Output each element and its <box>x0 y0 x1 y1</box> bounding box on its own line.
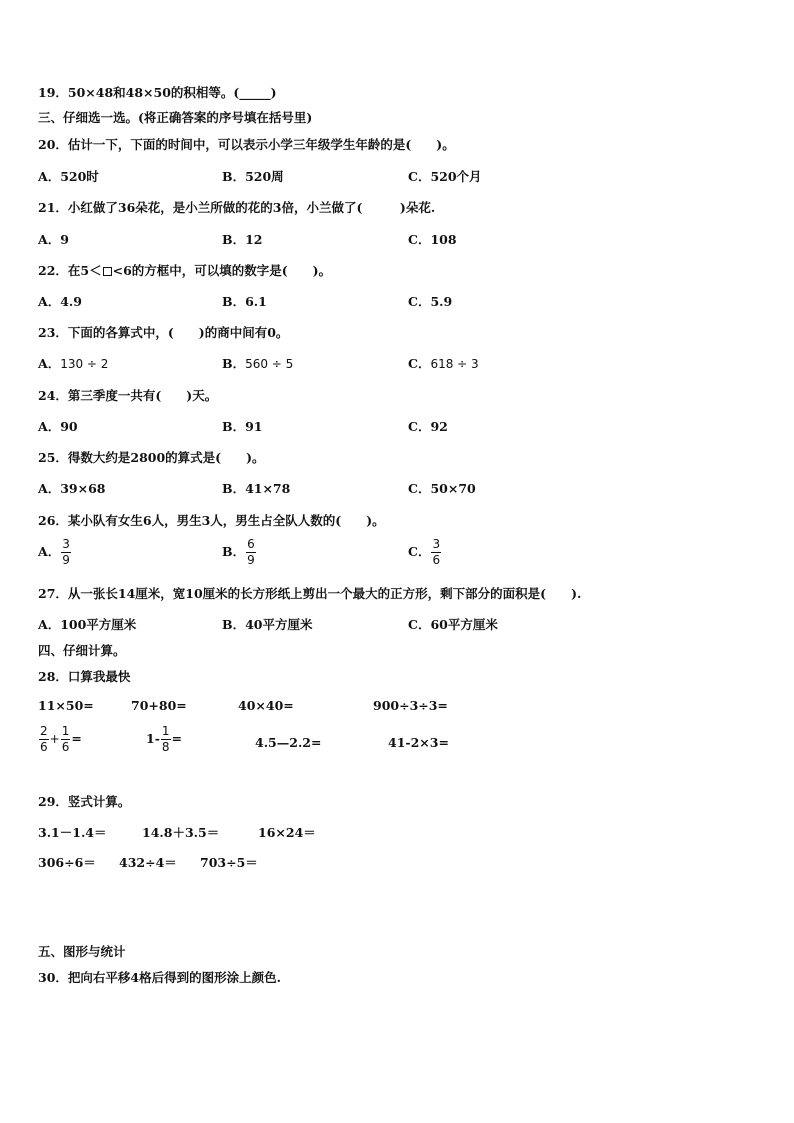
option-expression: 618 ÷ 3 <box>430 357 479 371</box>
question-21-stem: 21．小红做了36朵花，是小兰所做的花的3倍，小兰做了( )朵花. <box>38 200 436 215</box>
vertical-calc-4: 306÷6＝ <box>38 855 96 870</box>
option-label: B． <box>222 356 246 371</box>
option-label: C． <box>408 544 431 559</box>
question-23-option-b <box>222 354 293 372</box>
oral-calc-3: 40×40= <box>238 698 294 713</box>
section-4-heading: 四、仔细计算。 <box>38 643 126 658</box>
question-27-stem: 27．从一张长14厘米，宽10厘米的长方形纸上剪出一个最大的正方形，剩下部分的面积是( ). <box>38 586 582 601</box>
question-22-option-c: C．5.9 <box>408 294 453 309</box>
question-22-stem-pre: 22．在5＜ <box>38 263 102 278</box>
equals-sign: = <box>171 731 183 746</box>
question-22-stem <box>38 261 331 279</box>
question-24-option-b: B．91 <box>222 419 263 434</box>
question-21-option-c: C．108 <box>408 232 457 247</box>
question-26-stem: 26．某小队有女生6人，男生3人，男生占全队人数的( )。 <box>38 513 385 528</box>
question-25-stem: 25．得数大约是2800的算式是( )。 <box>38 450 265 465</box>
question-24-option-c: C．92 <box>408 419 448 434</box>
question-22-option-a: A．4.9 <box>38 294 82 309</box>
vertical-calc-5: 432÷4＝ <box>119 855 177 870</box>
question-21-option-b: B．12 <box>222 232 263 247</box>
equals-sign: = <box>71 731 82 746</box>
oral-calc-1: 11×50= <box>38 698 94 713</box>
question-22-stem-post: <6的方框中，可以填的数字是( )。 <box>112 263 332 278</box>
oral-calc-6 <box>146 724 182 755</box>
question-27-option-a: A．100平方厘米 <box>38 617 137 632</box>
question-20-option-b: B．520周 <box>222 169 284 184</box>
fraction: $\frac{3}{9}$ <box>62 537 70 567</box>
question-28-title: 28．口算我最快 <box>38 669 131 684</box>
option-label: A． <box>38 544 61 559</box>
fraction: $\frac{1}{8}$ <box>161 724 170 754</box>
question-27-option-c: C．60平方厘米 <box>408 617 498 632</box>
question-20-stem: 20．估计一下，下面的时间中，可以表示小学三年级学生年龄的是( )。 <box>38 137 455 152</box>
question-26-option-a <box>38 537 72 568</box>
option-expression: 560 ÷ 5 <box>245 357 294 371</box>
vertical-calc-1: 3.1－1.4＝ <box>38 825 107 840</box>
oral-calc-8: 41-2×3= <box>388 735 449 750</box>
question-21-option-a: A．9 <box>38 232 69 247</box>
question-25-option-a: A．39×68 <box>38 481 106 496</box>
option-label: A． <box>38 356 61 371</box>
fraction: $\frac{6}{9}$ <box>247 537 255 567</box>
vertical-calc-6: 703÷5＝ <box>200 855 258 870</box>
vertical-calc-2: 14.8＋3.5＝ <box>142 825 220 840</box>
oral-calc-5 <box>38 724 82 755</box>
question-27-option-b: B．40平方厘米 <box>222 617 313 632</box>
section-3-heading: 三、仔细选一选。(将正确答案的序号填在括号里) <box>38 110 313 125</box>
expression-prefix: 1- <box>146 731 160 746</box>
question-30: 30．把向右平移4格后得到的图形涂上颜色. <box>38 970 281 985</box>
question-26-option-c <box>408 537 442 568</box>
question-20-option-c: C．520个月 <box>408 169 482 184</box>
plus-sign: + <box>49 732 60 746</box>
question-24-option-a: A．90 <box>38 419 78 434</box>
question-23-stem: 23．下面的各算式中，( )的商中间有0。 <box>38 325 289 340</box>
question-23-option-a <box>38 354 108 372</box>
oral-calc-4: 900÷3÷3= <box>373 698 448 713</box>
fraction: $\frac{3}{6}$ <box>432 537 441 567</box>
question-23-option-c <box>408 354 479 372</box>
oral-calc-2: 70+80= <box>131 698 187 713</box>
question-24-stem: 24．第三季度一共有( )天。 <box>38 388 218 403</box>
blank-box-icon <box>103 267 112 276</box>
fraction: $\frac{1}{6}$ <box>61 724 70 754</box>
question-22-option-b: B．6.1 <box>222 294 267 309</box>
vertical-calc-3: 16×24＝ <box>258 825 316 840</box>
question-29-title: 29．竖式计算。 <box>38 794 131 809</box>
section-5-heading: 五、图形与统计 <box>38 944 126 959</box>
option-label: C． <box>408 356 431 371</box>
question-19: 19．50×48和48×50的积相等。(_____) <box>38 85 277 100</box>
question-20-option-a: A．520时 <box>38 169 99 184</box>
oral-calc-7: 4.5—2.2= <box>255 735 322 750</box>
fraction: $\frac{2}{6}$ <box>40 724 48 754</box>
question-26-option-b <box>222 537 257 568</box>
option-label: B． <box>222 544 246 559</box>
question-25-option-c: C．50×70 <box>408 481 476 496</box>
question-25-option-b: B．41×78 <box>222 481 291 496</box>
option-expression: 130 ÷ 2 <box>60 357 109 371</box>
